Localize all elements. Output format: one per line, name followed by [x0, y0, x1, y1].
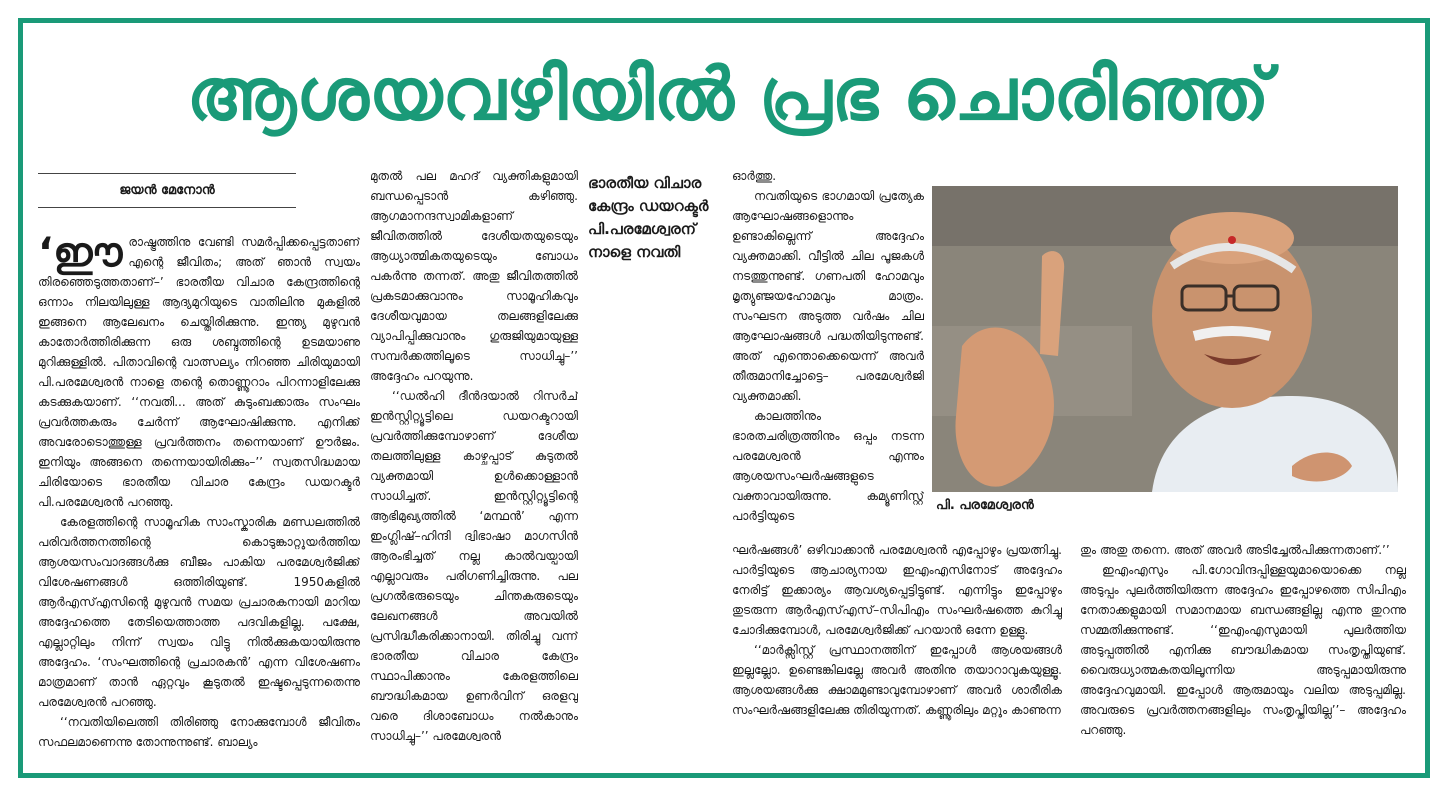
article-paragraph: നവതിയുടെ ഭാഗമായി പ്രത്യേക ആഘോഷങ്ങളൊന്നും ഉണ്ടാകില്ലെന്ന് അദ്ദേഹം വ്യക്തമാക്കി. വീട്ടിൽ ചില പൂജകൾ നടത്തുന്നുണ്ട്. ഗണപതി ഹോമവും മൃത്യുഞ്ജയഹോമവും മാത്രം. സംഘടന അടുത്ത വർഷം ചില ആഘോഷങ്ങൾ പദ്ധതിയിടുന്നുണ്ട്. അത് എന്തൊക്കെയെന്ന് അവർ തീരുമാനിച്ചോട്ടെ– പരമേശ്വർജി വ്യക്തമാക്കി.	[732, 189, 924, 403]
article-paragraph: മുതൽ പല മഹദ് വ്യക്തികളുമായി ബന്ധപ്പെടാൻ കഴിഞ്ഞു. ആഗമാനന്ദസ്വാമികളാണ് ജീവിതത്തിൽ ദേശീയതയുടെയും ആധ്യാത്മികതയുടെയും ബോധം പകർന്നു തന്നത്. അതു ജീവിതത്തിൽ പ്രകടമാക്കുവാനും സാമൂഹികവും ദേശീയവുമായ തലങ്ങളിലേക്കു വ്യാപിപ്പിക്കുവാനും ഗുരുജിയുമായുള്ള സമ്പർക്കത്തിലൂടെ സാധിച്ചു–’’ അദ്ദേഹം പറയുന്നു.	[370, 169, 578, 383]
pull-quote: ഭാരതീയ വിചാര കേന്ദ്രം ഡയറക്ടർ പി.പരമേശ്വരന് നാളെ നവതി	[588, 174, 709, 261]
article-paragraph: ‘‘ഡൽഹി ദീൻദയാൽ റിസർച് ഇൻസ്റ്റിറ്റ്യൂട്ടിലെ ഡയറക്ടറായി പ്രവർത്തിക്കുമ്പോഴാണ് ദേശീയ തലത്തിലുള്ള കാഴ്ചപ്പാട് കുടുതൽ വ്യക്തമായി ഉൾക്കൊള്ളാൻ സാധിച്ചത്. ഇൻസ്റ്റിറ്റ്യൂട്ടിന്റെ ആഭിമുഖ്യത്തിൽ ‘മന്ഥൻ’ എന്ന ഇംഗ്ലിഷ്–ഹിന്ദി ദ്വിഭാഷാ മാഗസിൻ ആരംഭിച്ചത് നല്ല കാൽവയ്പായി എല്ലാവരും പരിഗണിച്ചിരുന്നു. പല പ്രഗൽഭരുടെയും ചിന്തകരുടെയും ലേഖനങ്ങൾ അവയിൽ പ്രസിദ്ധീകരിക്കാനായി. തിരിച്ചു വന്ന് ഭാരതീയ വിചാര കേന്ദ്രം സ്ഥാപിക്കാനും കേരളത്തിലെ ബൗദ്ധികമായ ഉണർവിന് ഒരളവു വരെ ദിശാബോധം നൽകാനും സാധിച്ചു–’’ പരമേശ്വരൻ	[370, 389, 578, 743]
headline: ആശയവഴിയിൽ പ്രഭ ചൊരിഞ്ഞ്	[186, 52, 1270, 136]
photo-caption: പി. പരമേശ്വരൻ	[936, 498, 1034, 513]
article-column-3-bottom	[732, 540, 1062, 768]
article-paragraph: കാലത്തിനും ഭാരതചരിത്രത്തിനും ഒപ്പം നടന്ന പരമേശ്വരൻ എന്നും ആശയസംഘർഷങ്ങളുടെ വക്താവായിരുന്നു. കമ്യൂണിസ്റ്റ് പാർട്ടിയുടെ	[732, 409, 924, 523]
article-paragraph: ഓർത്തു.	[732, 169, 777, 183]
byline-rule-bottom	[38, 207, 296, 208]
article-paragraph: ഇഎംഎസും പി.ഗോവിന്ദപ്പിള്ളയുമായൊക്കെ നല്ല അടുപ്പം പുലർത്തിയിരുന്ന അദ്ദേഹം ഇപ്പോഴത്തെ സിപിഎം നേതാക്കളുമായി സമാനമായ ബന്ധങ്ങളില്ല എന്നു തുറന്നു സമ്മതിക്കുന്നുണ്ട്. ‘‘ഇഎംഎസുമായി പുലർത്തിയ അടുപ്പത്തിൽ എനിക്കു ബൗദ്ധികമായ സംതൃപ്തിയുണ്ട്. വൈരുധ്യാത്മകതയിലൂന്നിയ അടുപ്പമായിരുന്നു അദ്ദേഹവുമായി. ഇപ്പോൾ ആരുമായും വലിയ അടുപ്പമില്ല. അവരുടെ പ്രവർത്തനങ്ങളിലും സംതൃപ്തിയില്ല’’– അദ്ദേഹം പറഞ്ഞു.	[1080, 563, 1406, 737]
article-column-2	[370, 166, 578, 766]
portrait-illustration	[932, 186, 1398, 492]
article-column-3-top	[732, 166, 924, 530]
article-paragraph: ‘ഈരാഷ്ട്രത്തിനു വേണ്ടി സമർപ്പിക്കപ്പെട്ടതാണ് എന്റെ ജീവിതം; അത് ഞാൻ സ്വയം തിരഞ്ഞെടുത്തതാണ്–’ ഭാരതീയ വിചാര കേന്ദ്രത്തിന്റെ ഒന്നാം നിലയിലുള്ള ആദ്യമുറിയുടെ വാതിലിനു മുകളിൽ ഇങ്ങനെ ആലേഖനം ചെയ്തിരിക്കുന്നു. ഇന്ത്യ മുഴുവൻ കാതോർത്തിരിക്കുന്ന ഒരു ശബ്ദത്തിന്റെ ഉടമയാണു മുറിക്കുള്ളിൽ. പിതാവിന്റെ വാത്സല്യം നിറഞ്ഞ ചിരിയുമായി പി.പരമേശ്വരൻ നാളെ തന്റെ തൊണ്ണൂറാം പിറന്നാളിലേക്കു കടക്കുകയാണ്. ‘‘നവതി... അത് കുടുംബക്കാരും സംഘം പ്രവർത്തകരും ചേർന്ന് ആഘോഷിക്കുന്നു. എനിക്ക് അവരോടൊത്തുള്ള പ്രവർത്തനം തന്നെയാണ് ഊർജം. ഇനിയും അങ്ങനെ തന്നെയായിരിക്കും–’’ സ്വതസിദ്ധമായ ചിരിയോടെ ഭാരതീയ വിചാര കേന്ദ്രം ഡയറക്ടർ പി.പരമേശ്വരൻ പറഞ്ഞു.	[38, 232, 360, 509]
article-paragraph: ‘‘നവതിയിലെത്തി തിരിഞ്ഞു നോക്കുമ്പോൾ ജീവിതം സഫലമാണെന്നു തോന്നുന്നുണ്ട്. ബാല്യം	[38, 715, 360, 749]
article-paragraph: ‘‘മാർക്സിസ്റ്റ് പ്രസ്ഥാനത്തിന് ഇപ്പോൾ ആശയങ്ങൾ ഇല്ലല്ലോ. ഉണ്ടെങ്കിലല്ലേ അവർ അതിനു തയാറാവുകയുള്ളൂ. ആശയങ്ങൾക്കു ക്ഷാമമുണ്ടാവുമ്പോഴാണ് അവർ ശാരീരിക സംഘർഷങ്ങളിലേക്കു തിരിയുന്നത്. കണ്ണൂരിലും മറ്റും കാണുന്ന	[732, 643, 1062, 717]
article-paragraph: കേരളത്തിന്റെ സാമൂഹിക സാംസ്കാരിക മണ്ഡലത്തിൽ പരിവർത്തനത്തിന്റെ കൊടുങ്കാറ്റുയർത്തിയ ആശയസംവാദങ്ങൾക്കു ബീജം പാകിയ പരമേശ്വർജിക്ക് വിശേഷണങ്ങൾ ഒത്തിരിയുണ്ട്. 1950കളിൽ ആർഎസ്എസിന്റെ മുഴുവൻ സമയ പ്രചാരകനായി മാറിയ അദ്ദേഹത്തെ തേടിയെത്താത്ത പദവികളില്ല. പക്ഷേ, എല്ലാറ്റിലും നിന്ന് സ്വയം വിട്ടു നിൽക്കുകയായിരുന്നു അദ്ദേഹം. ‘സംഘത്തിന്റെ പ്രചാരകൻ’ എന്ന വിശേഷണം മാത്രമാണ് താൻ ഏറ്റവും കൂടുതൽ ഇഷ്ടപ്പെടുന്നതെന്നു പരമേശ്വരൻ പറഞ്ഞു.	[38, 515, 360, 709]
drop-cap: ‘ഈ	[38, 232, 123, 276]
article-column-1	[38, 232, 360, 768]
article-paragraph: തും അതു തന്നെ. അത് അവർ അടിച്ചേൽപിക്കുന്നതാണ്.’’	[1080, 543, 1390, 557]
byline-rule-top	[38, 173, 296, 174]
article-column-4	[1080, 540, 1406, 768]
article-paragraph: ഘർഷങ്ങൾ’ ഒഴിവാക്കാൻ പരമേശ്വരൻ എപ്പോഴും പ്രയത്നിച്ചു. പാർട്ടിയുടെ ആചാര്യനായ ഇഎംഎസിനോട് അദ്ദേഹം നേരിട്ട് ഇക്കാര്യം ആവശ്യപ്പെട്ടിട്ടുണ്ട്. എന്നിട്ടും ഇപ്പോഴും തുടരുന്ന ആർഎസ്എസ്–സിപിഎം സംഘർഷത്തെ കുറിച്ചു ചോദിക്കുമ്പോൾ, പരമേശ്വർജിക്ക് പറയാൻ ഒന്നേ ഉള്ളു.	[732, 543, 1062, 637]
byline: ജയൻ മേനോൻ	[119, 183, 215, 198]
portrait-photo	[932, 186, 1398, 492]
